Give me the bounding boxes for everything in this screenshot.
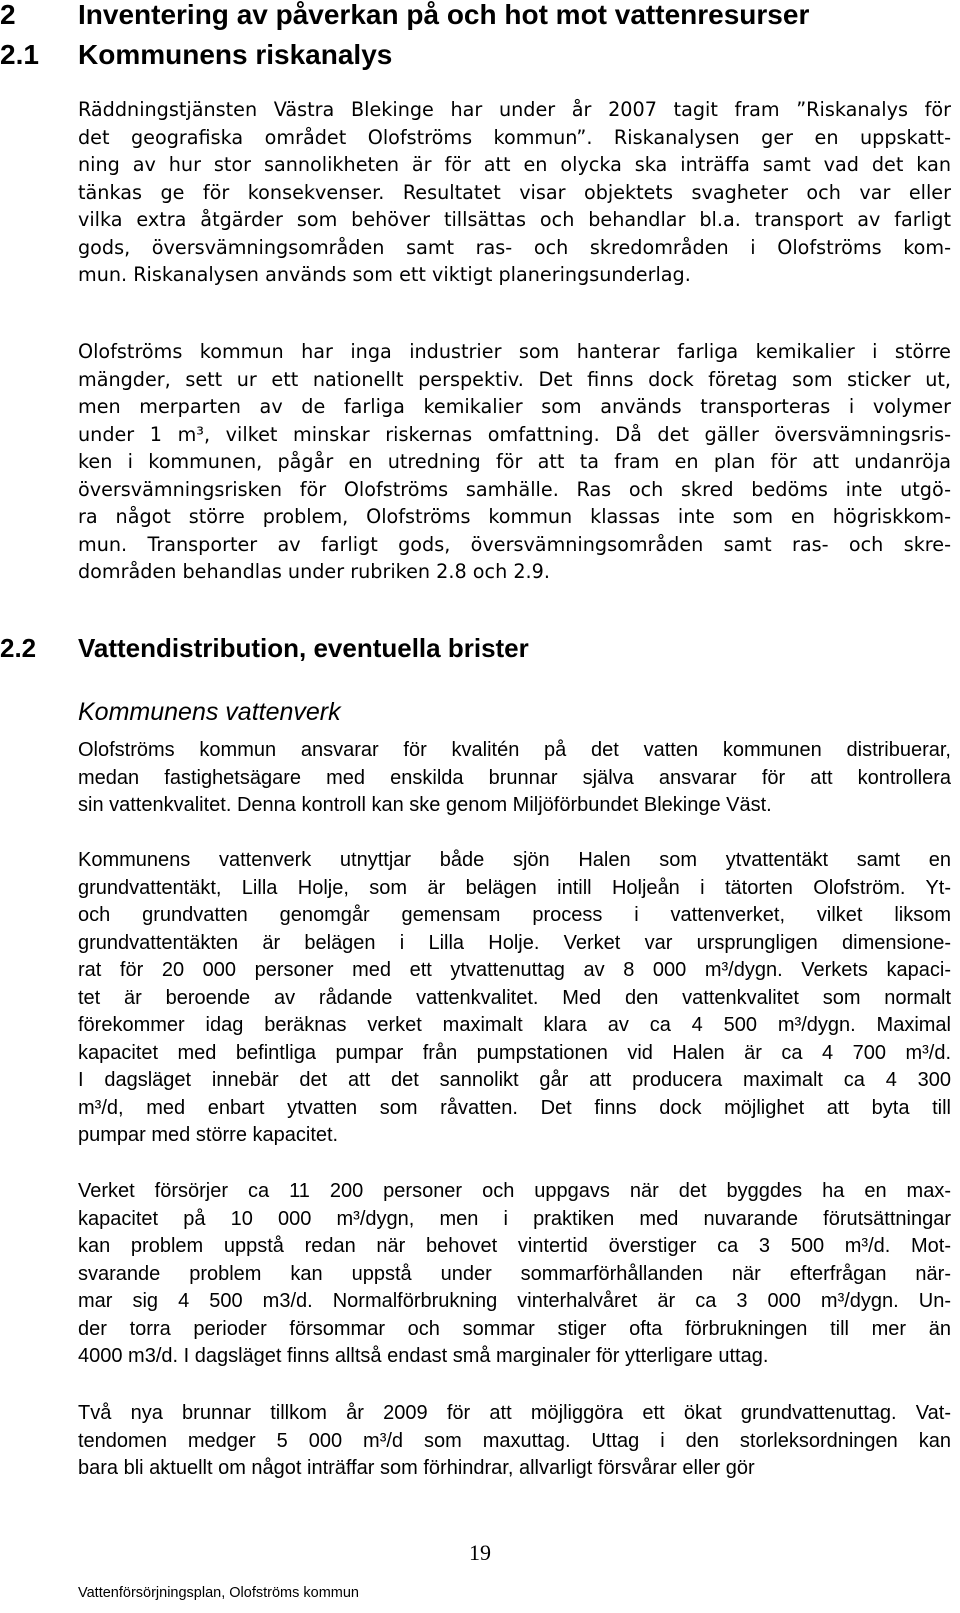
page-number: 19 <box>469 1540 491 1565</box>
text-line: grundvattentäkt, Lilla Holje, som är belägen intill Holjeån i tätorten Olofström. Yt- <box>78 876 951 899</box>
text-line: vilka extra åtgärder som behöver tillsättas och behandlar bl.a. transport av farligt <box>78 208 951 231</box>
text-line: kapacitet på 10 000 m³/dygn, men i praktiken med nuvarande förutsättningar <box>78 1207 951 1230</box>
text-line: Verket försörjer ca 11 200 personer och uppgavs när det byggdes ha en max- <box>78 1180 951 1202</box>
text-line: kapacitet med befintliga pumpar från pumpstationen vid Halen är ca 4 700 m³/d. <box>78 1041 951 1064</box>
text-line: men merparten av de farliga kemikalier som används transporteras i volymer <box>78 395 951 418</box>
subsection-number: 2.2 <box>0 633 37 663</box>
text-line: översvämningsrisken för Olofströms samhälle. Ras och skred bedöms inte utgö- <box>78 477 951 501</box>
text-line: Kommunens vattenverk utnyttjar både sjön Halen som ytvattentäkt samt en <box>78 849 951 871</box>
text-line: under 1 m³, vilket minskar riskernas omfattning. Då det gäller översvämningsris- <box>78 422 951 446</box>
text-line: Olofströms kommun ansvarar för kvalitén på det vatten kommunen distribuerar, <box>78 739 951 761</box>
text-line: I dagsläget innebär det att det sannolikt går att producera maximalt ca 4 300 <box>78 1069 951 1091</box>
footer-text: Vattenförsörjningsplan, Olofströms kommun <box>78 1585 359 1601</box>
text-line: ken i kommunen, pågår en utredning för att ta fram en plan för att undanröja <box>78 450 951 473</box>
text-line: Räddningstjänsten Västra Blekinge har under år 2007 tagit fram ”Riskanalys för <box>78 98 951 121</box>
text-line: grundvattentäkten är belägen i Lilla Holje. Verket var ursprungligen dimensione- <box>78 931 951 954</box>
text-line: tänkas ge för konsekvenser. Resultatet visar objektets svagheter och var eller <box>78 180 951 204</box>
text-line: rat för 20 000 personer med ett ytvattenuttag av 8 000 m³/dygn. Verkets kapaci- <box>78 959 951 981</box>
text-line: pumpar med större kapacitet. <box>78 1124 339 1146</box>
text-line: ning av hur stor sannolikheten är för att en olycka ska inträffa samt vad det kan <box>78 153 951 176</box>
text-line: der torra perioder försommar och sommar stiger ofta förbrukningen till mer än <box>78 1317 951 1340</box>
paragraph <box>78 96 951 289</box>
text-line: kan problem uppstå redan när behovet vintertid överstiger ca 3 500 m³/d. Mot- <box>78 1235 951 1257</box>
text-line: Olofströms kommun har inga industrier som hanterar farliga kemikalier i större <box>78 340 951 363</box>
text-line: 4000 m3/d. I dagsläget finns alltså endast små marginaler för ytterligare uttag. <box>78 1345 769 1367</box>
text-line: det geografiska området Olofströms kommun”. Riskanalysen ger en uppskatt- <box>78 125 951 149</box>
text-line: och grundvatten genomgår gemensam process i vattenverket, vilket liksom <box>78 904 951 926</box>
subheading-text: Kommunens vattenverk <box>78 698 341 726</box>
text-line: bara bli aktuellt om något inträffar som förhindrar, allvarligt försvårar eller gör <box>78 1457 755 1479</box>
paragraph <box>78 847 951 1150</box>
subsection-title: Vattendistribution, eventuella brister <box>78 633 529 663</box>
section-title: Inventering av påverkan på och hot mot vattenresurser <box>78 0 810 30</box>
subsection-number: 2.1 <box>0 39 39 70</box>
text-line: tendomen medger 5 000 m³/d som maxuttag. Uttag i den storleksordningen kan <box>78 1429 951 1452</box>
paragraph <box>78 1178 951 1371</box>
paragraph <box>78 737 951 820</box>
text-line: Två nya brunnar tillkom år 2009 för att möjliggöra ett ökat grundvattenuttag. Vat- <box>78 1402 951 1424</box>
text-line: medan fastighetsägare med enskilda brunnar själva ansvarar för att kontrollera <box>78 766 951 789</box>
text-line: gods, översvämningsområden samt ras- och skredområden i Olofströms kom- <box>78 235 951 259</box>
text-line: svarande problem kan uppstå under sommarförhållanden när efterfrågan när- <box>78 1262 951 1285</box>
text-line: tet är beroende av rådande vattenkvalitet. Med den vattenkvalitet som normalt <box>78 986 951 1009</box>
text-line: dområden behandlas under rubriken 2.8 och 2.9. <box>78 560 550 583</box>
section-number: 2 <box>0 0 16 30</box>
text-line: mar sig 4 500 m3/d. Normalförbrukning vinterhalvåret är ca 3 000 m³/dygn. Un- <box>78 1290 951 1312</box>
paragraph <box>78 338 951 586</box>
text-line: mun. Riskanalysen används som ett viktigt planeringsunderlag. <box>78 263 691 286</box>
paragraph <box>78 1400 951 1483</box>
text-line: m³/d, med enbart ytvatten som råvatten. Det finns dock möjlighet att byta till <box>78 1096 951 1119</box>
text-line: ra något större problem, Olofströms kommun klassas inte som en högriskkom- <box>78 505 951 528</box>
text-line: förekommer idag beräknas verket maximalt klara av ca 4 500 m³/dygn. Maximal <box>78 1014 951 1036</box>
text-line: sin vattenkvalitet. Denna kontroll kan ske genom Miljöförbundet Blekinge Väst. <box>78 794 772 816</box>
text-line: mun. Transporter av farligt gods, översvämningsområden samt ras- och skre- <box>78 532 951 556</box>
subsection-title: Kommunens riskanalys <box>78 39 393 70</box>
text-line: mängder, sett ur ett nationellt perspektiv. Det finns dock företag som sticker ut, <box>78 367 951 391</box>
